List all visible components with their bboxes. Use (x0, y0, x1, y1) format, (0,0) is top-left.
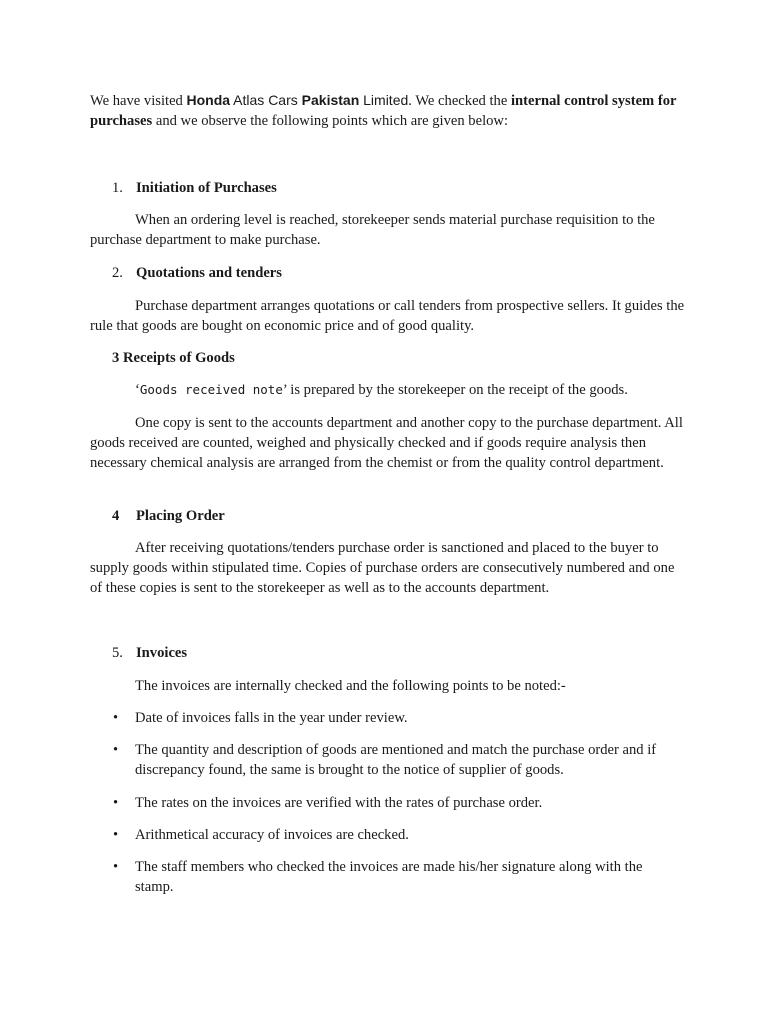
company-name-limited: Limited (359, 92, 409, 108)
quote-close: ’ (282, 382, 287, 398)
company-name-mid: Atlas Cars (230, 92, 302, 108)
quote-open: ‘ (135, 382, 140, 398)
section-3-paragraph-1 (90, 380, 690, 400)
company-name-pakistan: Pakistan (301, 92, 360, 108)
list-item (113, 825, 683, 845)
company-name-honda: Honda (186, 92, 231, 108)
intro-text-3: and we observe the following points which are given below: (152, 113, 509, 129)
list-item (113, 740, 683, 780)
bullet-text: Date of invoices falls in the year under review. (135, 710, 408, 726)
intro-text-1: We have visited (90, 93, 187, 109)
section-3-paragraph-2: One copy is sent to the accounts department and another copy to the purchase department. All goods received are counted, weighed and physically checked and if goods require analysis then necessary chemical analysis are arranged from the chemist or from the quality control department. (90, 415, 683, 471)
section-3-paragraph-1-rest: is prepared by the storekeeper on the receipt of the goods. (286, 382, 628, 398)
section-3-heading: 3 Receipts of Goods (112, 350, 235, 366)
section-1-heading (112, 178, 277, 198)
section-5-intro: The invoices are internally checked and the following points to be noted:- (135, 678, 566, 694)
bullet-icon: • (113, 827, 119, 843)
section-1-title: Initiation of Purchases (136, 180, 277, 196)
bullet-icon: • (113, 795, 119, 811)
intro-bold-phrase: internal control system for purchases (90, 93, 677, 129)
section-2-heading (112, 263, 282, 283)
section-5-heading (112, 643, 187, 663)
bullet-text: The quantity and description of goods are mentioned and match the purchase order and if discrepancy found, the same is brought to the notice of supplier of goods. (135, 742, 657, 778)
bullet-text: The rates on the invoices are verified with the rates of purchase order. (135, 795, 543, 811)
section-5-number: 5. (112, 645, 123, 661)
list-item (113, 708, 683, 728)
section-4-number: 4 (112, 508, 120, 524)
intro-paragraph (90, 90, 690, 131)
section-4-heading (112, 506, 225, 526)
goods-received-note-term: Goods received note (139, 382, 283, 397)
section-1-paragraph: When an ordering level is reached, storekeeper sends material purchase requisition to the purchase department to make purchase. (90, 212, 655, 248)
section-2-number: 2. (112, 265, 123, 281)
bullet-icon: • (113, 859, 119, 875)
bullet-text: The staff members who checked the invoices are made his/her signature along with the stamp. (135, 859, 643, 895)
list-item (113, 793, 683, 813)
section-5-title: Invoices (136, 645, 188, 661)
bullet-icon: • (113, 742, 119, 758)
section-1-number: 1. (112, 180, 123, 196)
section-4-title: Placing Order (136, 508, 225, 524)
bullet-text: Arithmetical accuracy of invoices are checked. (135, 827, 409, 843)
section-4-paragraph: After receiving quotations/tenders purchase order is sanctioned and placed to the buyer to supply goods within stipulated time. Copies of purchase orders are consecutively numbered and one of these copies is sent to the storekeeper as well as to the accounts department. (90, 540, 675, 596)
list-item (113, 857, 683, 897)
bullet-icon: • (113, 710, 119, 726)
section-2-paragraph: Purchase department arranges quotations or call tenders from prospective sellers. It guides the rule that goods are bought on economic price and of good quality. (90, 298, 685, 334)
section-2-title: Quotations and tenders (136, 265, 282, 281)
intro-text-2: . We checked the (408, 93, 511, 109)
